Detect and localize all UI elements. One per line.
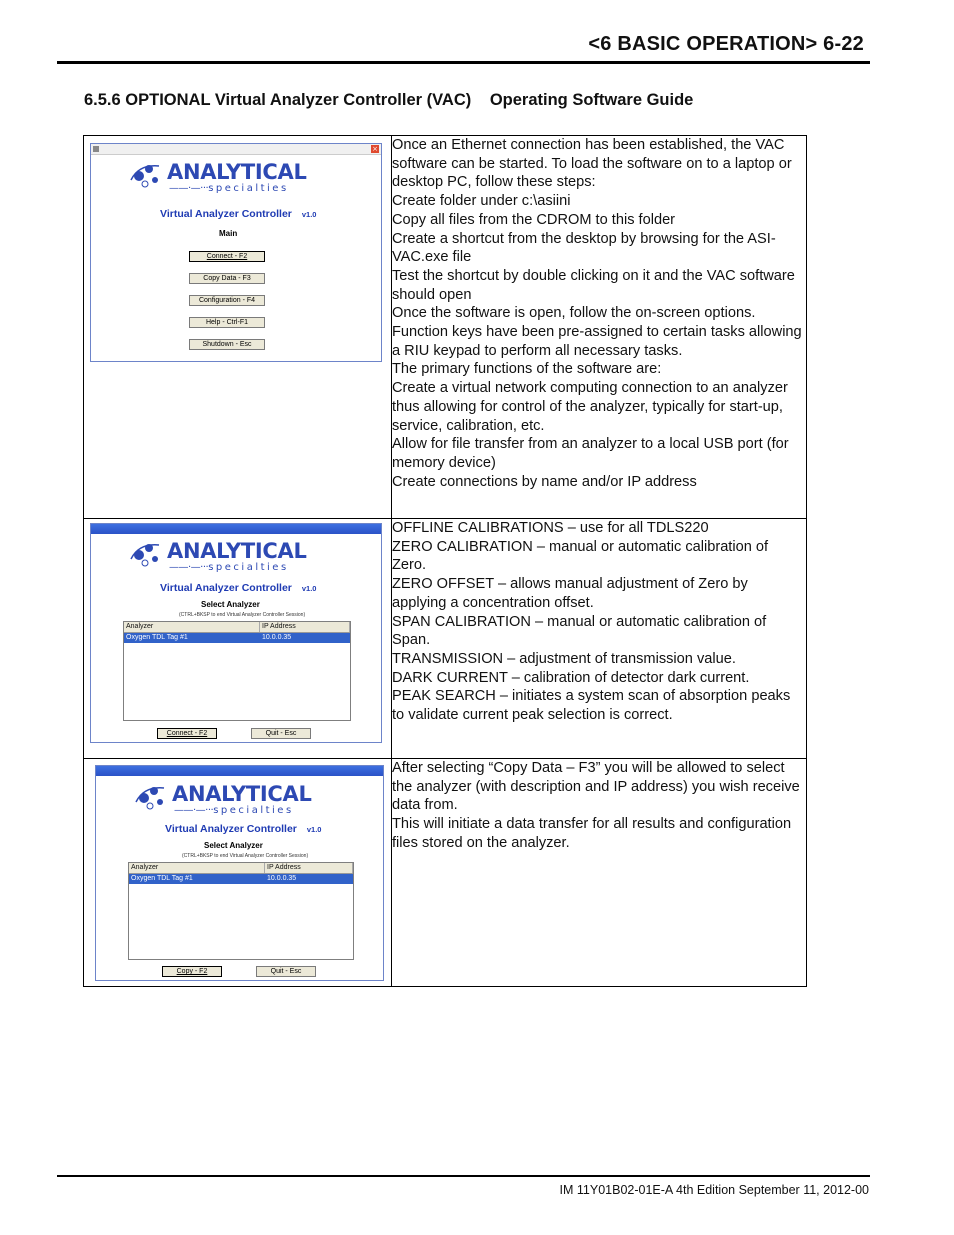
quit-button[interactable]: Quit - Esc xyxy=(256,966,316,977)
footer-text: IM 11Y01B02-01E-A 4th Edition September 11, 2012-00 xyxy=(559,1183,869,1197)
list-item[interactable]: Oxygen TDL Tag #1 10.0.0.35 xyxy=(124,633,350,643)
screenshot-cell xyxy=(84,519,392,759)
window-titlebar xyxy=(91,524,381,534)
section-subtitle: Operating Software Guide xyxy=(489,91,694,109)
text-line: SPAN CALIBRATION – manual or automatic calibration of Span. xyxy=(392,613,767,649)
logo-mark-icon xyxy=(129,539,165,567)
quit-button[interactable]: Quit - Esc xyxy=(251,728,311,739)
window-titlebar xyxy=(96,766,383,776)
screenshot-cell xyxy=(84,136,392,519)
logo-mark-icon xyxy=(129,160,165,188)
text-line: Create a shortcut from the desktop by browsing for the ASI-VAC.exe file xyxy=(392,230,776,266)
list-header xyxy=(129,863,353,874)
view-label-select: Select Analyzer xyxy=(201,600,260,609)
calibrations-cell xyxy=(392,519,807,759)
text-line: PEAK SEARCH – initiates a system scan of absorption peaks to validate current peak selection is correct. xyxy=(392,688,791,724)
text-line: Once an Ethernet connection has been established, the VAC software can be started. To load the software on to a laptop or desktop PC, follow these steps: xyxy=(392,137,792,191)
text-line: Create a virtual network computing connection to an analyzer thus allowing for control of the analyzer, typically for start-up, service, calibration, etc. xyxy=(392,380,788,434)
logo-brand: ANALYTICAL xyxy=(167,160,307,184)
logo-subtitle: ——·—···specialties xyxy=(174,805,294,816)
text-line: Function keys have been pre-assigned to certain tasks allowing a RIU keypad to perform all necessary tasks. xyxy=(392,324,802,359)
column-header-analyzer[interactable]: Analyzer xyxy=(129,863,265,873)
table-row xyxy=(84,136,807,519)
app-title: Virtual Analyzer Controller v1.0 xyxy=(160,582,317,594)
logo-brand: ANALYTICAL xyxy=(167,539,307,563)
logo-mark-icon xyxy=(134,782,170,810)
text-line: OFFLINE CALIBRATIONS – use for all TDLS220 xyxy=(392,520,709,536)
logo-subtitle: ——·—···specialties xyxy=(169,562,289,573)
logo-subtitle: ——·—···specialties xyxy=(169,183,289,194)
list-header xyxy=(124,622,350,633)
column-header-analyzer[interactable]: Analyzer xyxy=(124,622,260,632)
text-line: Test the shortcut by double clicking on it and the VAC software should open xyxy=(392,267,795,303)
vac-main-window xyxy=(90,143,382,362)
shutdown-button[interactable]: Shutdown - Esc xyxy=(189,339,265,350)
close-icon[interactable]: × xyxy=(372,145,378,153)
text-line: The primary functions of the software are: xyxy=(392,361,662,378)
copy-data-button[interactable]: Copy Data - F3 xyxy=(189,273,265,284)
app-title: Virtual Analyzer Controller v1.0 xyxy=(165,823,322,835)
connect-button[interactable]: Connect - F2 xyxy=(157,728,217,739)
session-hint: (CTRL+BKSP to end Virtual Analyzer Controller Session) xyxy=(182,853,309,859)
text-line: Copy all files from the CDROM to this folder xyxy=(392,211,676,228)
text-line: ZERO OFFSET – allows manual adjustment of Zero by applying a concentration offset. xyxy=(392,576,748,611)
text-line: DARK CURRENT – calibration of detector dark current. xyxy=(392,669,750,686)
view-label-select: Select Analyzer xyxy=(204,841,263,850)
view-label-main: Main xyxy=(219,229,238,238)
instructions-cell xyxy=(392,136,807,519)
app-icon xyxy=(93,146,99,152)
analyzer-list[interactable] xyxy=(123,621,351,721)
page-header-title: <6 BASIC OPERATION> 6-22 xyxy=(588,33,864,55)
screenshot-cell xyxy=(84,759,392,987)
table-row xyxy=(84,519,807,759)
vac-select-window xyxy=(90,523,382,743)
text-line: After selecting “Copy Data – F3” you will be allowed to select the analyzer (with description and IP address) you wish receive data from. xyxy=(392,760,800,814)
list-item[interactable]: Oxygen TDL Tag #1 10.0.0.35 xyxy=(129,874,353,884)
text-line: TRANSMISSION – adjustment of transmission value. xyxy=(392,650,736,667)
text-line: This will initiate a data transfer for all results and configuration files stored on the analyzer. xyxy=(392,816,792,851)
header-rule xyxy=(57,61,870,64)
help-button[interactable]: Help - Ctrl-F1 xyxy=(189,317,265,328)
text-line: Once the software is open, follow the on-screen options. xyxy=(392,305,756,322)
analyzer-list[interactable] xyxy=(128,862,354,960)
section-number: 6.5.6 xyxy=(84,91,121,109)
section-heading xyxy=(84,91,693,110)
table-row xyxy=(84,759,807,987)
app-title: Virtual Analyzer Controller v1.0 xyxy=(160,208,317,220)
text-line: Create folder under c:\asiini xyxy=(392,193,571,210)
footer-rule xyxy=(57,1175,870,1177)
logo-brand: ANALYTICAL xyxy=(172,782,312,806)
column-header-ip[interactable]: IP Address xyxy=(260,622,350,632)
copy-data-cell xyxy=(392,759,807,987)
text-line: ZERO CALIBRATION – manual or automatic calibration of Zero. xyxy=(392,538,769,574)
vac-copy-window xyxy=(95,765,384,981)
configuration-button[interactable]: Configuration - F4 xyxy=(189,295,265,306)
column-header-ip[interactable]: IP Address xyxy=(265,863,353,873)
section-title: OPTIONAL Virtual Analyzer Controller (VAC) xyxy=(125,91,472,109)
text-line: Allow for file transfer from an analyzer to a local USB port (for memory device) xyxy=(392,436,789,471)
window-titlebar xyxy=(91,144,381,155)
connect-button[interactable]: Connect - F2 xyxy=(189,251,265,262)
text-line: Create connections by name and/or IP address xyxy=(392,473,697,490)
copy-button[interactable]: Copy - F2 xyxy=(162,966,222,977)
session-hint: (CTRL+BKSP to end Virtual Analyzer Controller Session) xyxy=(179,612,306,618)
guide-table xyxy=(83,135,807,987)
